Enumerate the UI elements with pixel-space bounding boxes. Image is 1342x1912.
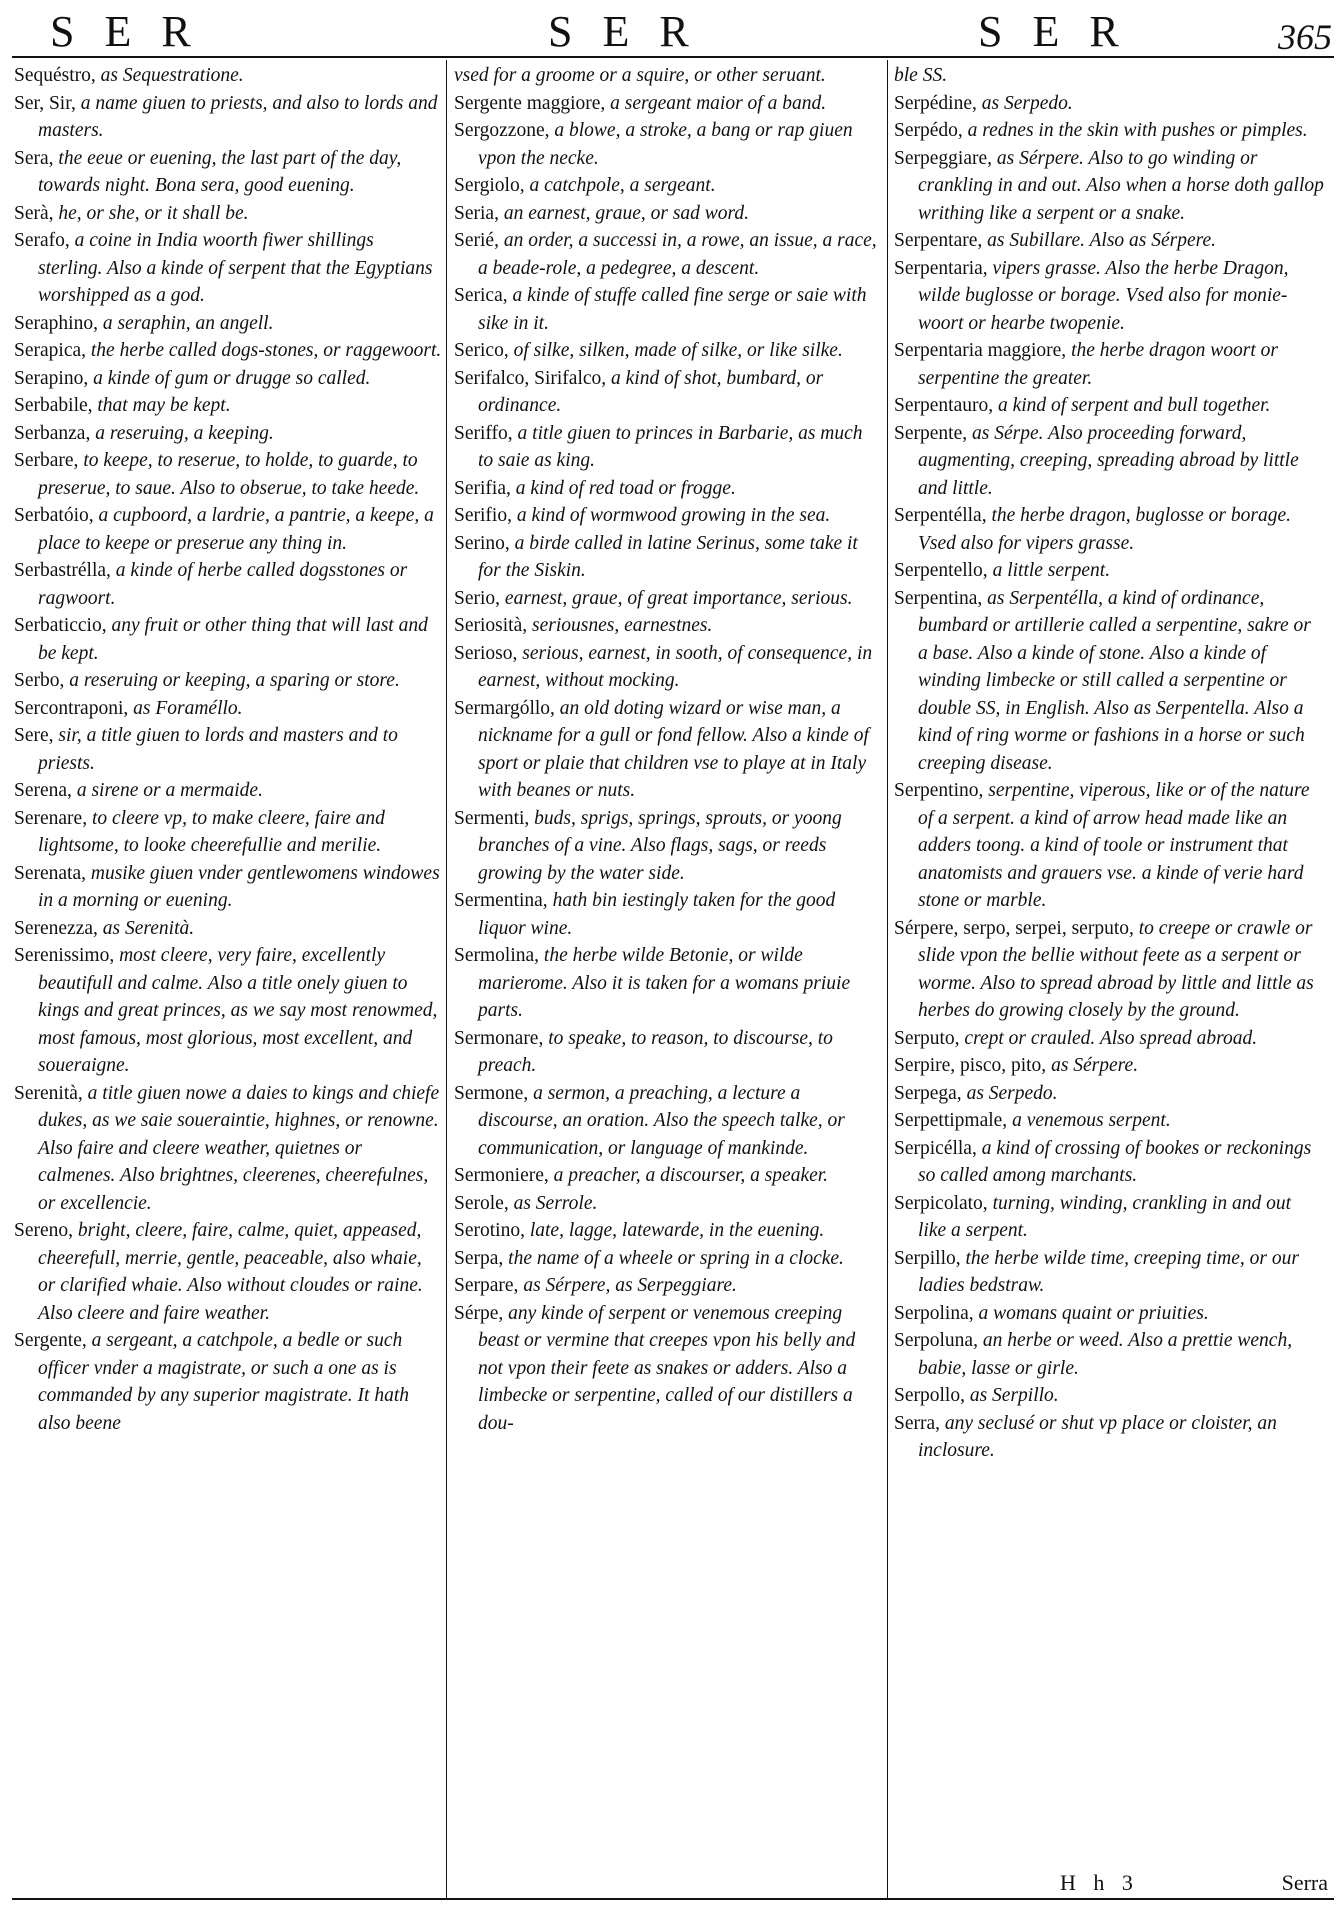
entry-headword: Serpettipmale, xyxy=(894,1110,1008,1131)
entry-headword: Serpollo, xyxy=(894,1385,965,1406)
dictionary-entry xyxy=(454,530,882,585)
dictionary-entry xyxy=(894,1135,1324,1190)
dictionary-entry xyxy=(454,365,882,420)
entry-definition: a venemous serpent. xyxy=(1007,1110,1171,1131)
dictionary-entry xyxy=(454,227,882,282)
dictionary-entry xyxy=(14,667,442,695)
entry-definition: a sermon, a preaching, a lecture a discourse, an oration. Also the speech talke, or communication, or language of mankinde. xyxy=(478,1082,845,1159)
entry-headword: Serena, xyxy=(14,780,72,801)
entry-headword: Serapica, xyxy=(14,340,87,361)
entry-headword: Serenata, xyxy=(14,862,87,884)
entry-headword: Sermoniere, xyxy=(454,1165,549,1186)
header-word-left: SER xyxy=(50,7,221,56)
entry-headword: Serole, xyxy=(454,1192,509,1214)
entry-headword: Serpire, pisco, pito, xyxy=(894,1055,1047,1076)
entry-definition: a kind of wormwood growing in the sea. xyxy=(511,505,831,526)
entry-headword: Sermentina, xyxy=(454,890,548,911)
entry-headword: Serbastrélla, xyxy=(14,560,111,581)
entry-headword: Serpolina, xyxy=(894,1302,974,1324)
entry-headword: Serpente, xyxy=(894,422,968,444)
footer-rule xyxy=(12,1898,1334,1900)
entry-definition: vsed for a groome or a squire, or other seruant. xyxy=(454,65,826,86)
dictionary-entry xyxy=(14,227,442,310)
entry-headword: Serra, xyxy=(894,1412,941,1434)
dictionary-entry xyxy=(14,805,442,860)
entry-headword: Seraphino, xyxy=(14,312,98,334)
entry-headword: Serbanza, xyxy=(14,422,91,444)
entry-headword: Sermonare, xyxy=(454,1027,544,1049)
entry-headword: Sermolina, xyxy=(454,945,540,966)
entry-definition: a title giuen nowe a daies to kings and chiefe dukes, as we saie soueraintie, highnes, or renowne. Also faire and cleere weather, quietnes or calmenes. Also brightnes, cleerenes, cheerefulnes, or excellencie. xyxy=(38,1082,440,1214)
entry-definition: a reseruing or keeping, a sparing or store. xyxy=(64,670,400,691)
dictionary-entry xyxy=(454,695,882,805)
entry-definition: as Sérpere. xyxy=(1046,1055,1139,1076)
dictionary-entry xyxy=(454,585,882,613)
entry-headword: Serbare, xyxy=(14,450,79,471)
dictionary-entry xyxy=(454,1080,882,1163)
dictionary-entry xyxy=(14,942,442,1080)
entry-headword: Serpentauro, xyxy=(894,395,994,416)
dictionary-entry xyxy=(14,1327,442,1437)
dictionary-entry xyxy=(14,502,442,557)
entry-headword: Serifia, xyxy=(454,477,511,499)
dictionary-entry xyxy=(894,62,1324,90)
dictionary-entry xyxy=(894,1025,1324,1053)
dictionary-entry xyxy=(14,420,442,448)
entry-definition: earnest, graue, of great importance, serious. xyxy=(500,587,853,609)
dictionary-entry xyxy=(454,1217,882,1245)
entry-headword: Serino, xyxy=(454,532,510,554)
dictionary-entry xyxy=(454,62,882,90)
dictionary-entry xyxy=(14,915,442,943)
entry-definition: a kinde of gum or drugge so called. xyxy=(88,367,371,389)
entry-headword: Sermone, xyxy=(454,1082,529,1104)
dictionary-entry xyxy=(894,1410,1324,1465)
entry-definition: a kind of crossing of bookes or reckonings so called among marchants. xyxy=(918,1137,1312,1186)
dictionary-entry xyxy=(894,915,1324,1025)
page-number: 365 xyxy=(1278,17,1332,57)
entry-definition: sir, a title giuen to lords and masters and to priests. xyxy=(38,725,398,774)
entry-headword: Serpa, xyxy=(454,1247,504,1269)
dictionary-entry xyxy=(894,1052,1324,1080)
dictionary-entry xyxy=(14,722,442,777)
entry-headword: Serbaticcio, xyxy=(14,615,107,636)
dictionary-entry xyxy=(894,1080,1324,1108)
entry-definition: the herbe wilde Betonie, or wilde marierome. Also it is taken for a womans priuie parts. xyxy=(478,945,851,1021)
entry-definition: to cleere vp, to make cleere, faire and lightsome, to looke cheerefullie and merilie. xyxy=(38,807,385,856)
running-header xyxy=(0,6,1342,57)
entry-definition: an earnest, graue, or sad word. xyxy=(498,202,750,224)
dictionary-entry xyxy=(894,392,1324,420)
dictionary-entry xyxy=(14,145,442,200)
entry-headword: Serpentaria, xyxy=(894,257,988,279)
entry-definition: an old doting wizard or wise man, a nickname for a gull or fond fellow. Also a kinde of sport or plaie that children vse to playe at in Italy with beanes or nuts. xyxy=(478,697,869,801)
dictionary-entry xyxy=(894,502,1324,557)
entry-definition: crept or crauled. Also spread abroad. xyxy=(959,1027,1258,1049)
dictionary-entry xyxy=(894,1327,1324,1382)
dictionary-entry xyxy=(894,777,1324,915)
dictionary-entry xyxy=(454,90,882,118)
entry-headword: Serpoluna, xyxy=(894,1330,978,1351)
entry-definition: a title giuen to princes in Barbarie, as much to saie as king. xyxy=(478,422,863,471)
entry-definition: a name giuen to priests, and also to lords and masters. xyxy=(38,92,438,141)
dictionary-entry xyxy=(14,695,442,723)
entry-headword: Serpicolato, xyxy=(894,1192,988,1214)
dictionary-entry xyxy=(14,200,442,228)
entry-headword: Serotino, xyxy=(454,1220,525,1241)
dictionary-entry xyxy=(454,612,882,640)
dictionary-entry xyxy=(454,475,882,503)
entry-definition: serious, earnest, in sooth, of consequence, in earnest, without mocking. xyxy=(478,642,873,691)
entry-definition: the herbe dragon woort or serpentine the greater. xyxy=(918,340,1278,389)
entry-definition: serpentine, viperous, like or of the nature of a serpent. a kind of arrow head made like an adders toong. a kind of toole or instrument that anatomists and grauers vse. a kinde of verie hard stone or marble. xyxy=(918,780,1310,911)
entry-definition: a seraphin, an angell. xyxy=(97,312,274,334)
entry-headword: Ser, Sir, xyxy=(14,92,76,114)
entry-definition: as Serpedo. xyxy=(976,92,1073,114)
dictionary-entry xyxy=(894,117,1324,145)
entry-headword: Sere, xyxy=(14,725,54,746)
dictionary-entry xyxy=(894,90,1324,118)
entry-headword: Sequéstro, xyxy=(14,65,96,86)
entry-headword: Serenezza, xyxy=(14,917,98,939)
entry-definition: a preacher, a discourser, a speaker. xyxy=(548,1165,829,1186)
entry-headword: Serenità, xyxy=(14,1082,83,1104)
entry-definition: as Sérpe. Also proceeding forward, augmenting, creeping, spreading abroad by little and little. xyxy=(918,422,1299,499)
entry-definition: buds, sprigs, springs, sprouts, or yoong branches of a vine. Also flags, sags, or reeds growing by the water side. xyxy=(478,807,842,884)
entry-definition: as Foraméllo. xyxy=(128,697,243,719)
column-3 xyxy=(894,62,1324,1862)
entry-definition: as Sérpere. Also to go winding or crankling in and out. Also when a horse doth gallop writhing like a serpent or a snake. xyxy=(918,147,1324,224)
entry-headword: Sergozzone, xyxy=(454,120,550,141)
entry-definition: a coine in India woorth fiwer shillings sterling. Also a kinde of serpent that the Egyptians worshipped as a god. xyxy=(38,230,433,306)
entry-headword: Serbatóio, xyxy=(14,505,94,526)
entry-definition: the herbe wilde time, creeping time, or our ladies bedstraw. xyxy=(918,1247,1299,1296)
dictionary-entry xyxy=(454,1190,882,1218)
entry-headword: Serenare, xyxy=(14,807,88,829)
entry-headword: Sermargóllo, xyxy=(454,697,555,719)
dictionary-entry xyxy=(894,557,1324,585)
dictionary-entry xyxy=(14,62,442,90)
dictionary-entry xyxy=(894,337,1324,392)
entry-definition: any seclusé or shut vp place or cloister, an inclosure. xyxy=(918,1412,1277,1461)
dictionary-entry xyxy=(454,1300,882,1438)
entry-definition: a reseruing, a keeping. xyxy=(90,422,274,444)
entry-headword: Seriffo, xyxy=(454,422,513,444)
dictionary-entry xyxy=(894,1382,1324,1410)
dictionary-entry xyxy=(454,942,882,1025)
entry-definition: to creepe or crawle or slide vpon the bellie without feete as a serpent or worme. Also to spread abroad by little and little as herbes do growing closely by the ground. xyxy=(918,917,1314,1021)
dictionary-entry xyxy=(894,255,1324,338)
entry-headword: Serputo, xyxy=(894,1027,960,1049)
dictionary-entry xyxy=(454,1245,882,1273)
dictionary-entry xyxy=(454,887,882,942)
entry-headword: Serafo, xyxy=(14,230,70,251)
entry-definition: a kinde of herbe called dogsstones or ragwoort. xyxy=(38,560,408,609)
entry-definition: to keepe, to reserue, to holde, to guarde, to preserue, to saue. Also to obserue, to take heede. xyxy=(38,450,420,499)
entry-definition: a sergeant, a catchpole, a bedle or such officer vnder a magistrate, or such a one as is commanded by any superior magistrate. It hath also beene xyxy=(38,1330,409,1434)
dictionary-entry xyxy=(454,172,882,200)
entry-headword: Serico, xyxy=(454,340,509,361)
entry-definition: musike giuen vnder gentlewomens windowes in a morning or euening. xyxy=(38,862,440,911)
entry-definition: ble SS. xyxy=(894,65,948,86)
column-1 xyxy=(14,62,442,1862)
entry-headword: Serifio, xyxy=(454,505,512,526)
entry-definition: a sergeant maior of a band. xyxy=(605,92,827,114)
entry-definition: an order, a successi in, a rowe, an issue, a race, a beade-role, a pedegree, a descent. xyxy=(478,230,877,279)
entry-definition: a kind of serpent and bull together. xyxy=(993,395,1271,416)
entry-definition: as Sérpere, as Serpeggiare. xyxy=(518,1275,737,1296)
entry-headword: Serpeggiare, xyxy=(894,147,992,169)
dictionary-entry xyxy=(454,282,882,337)
entry-definition: a kind of shot, bumbard, or ordinance. xyxy=(478,367,824,416)
entry-headword: Serà, xyxy=(14,202,54,224)
dictionary-entry xyxy=(454,1272,882,1300)
entry-headword: Serifalco, Sirifalco, xyxy=(454,367,607,389)
dictionary-entry xyxy=(14,447,442,502)
signature-mark: H h 3 xyxy=(1060,1870,1139,1895)
entry-headword: Seriosità, xyxy=(454,615,528,636)
dictionary-entry xyxy=(894,585,1324,778)
dictionary-entry xyxy=(14,310,442,338)
entry-definition: a catchpole, a sergeant. xyxy=(524,175,716,196)
entry-headword: Serpicélla, xyxy=(894,1137,977,1159)
column-divider-1 xyxy=(446,60,447,1900)
dictionary-entry xyxy=(454,337,882,365)
entry-headword: Seria, xyxy=(454,202,499,224)
dictionary-entry xyxy=(14,860,442,915)
entry-definition: turning, winding, crankling in and out like a serpent. xyxy=(918,1192,1292,1241)
page-footer xyxy=(0,1870,1342,1900)
entry-definition: to speake, to reason, to discourse, to preach. xyxy=(478,1027,833,1076)
dictionary-entry xyxy=(14,557,442,612)
entry-definition: a blowe, a stroke, a bang or rap giuen vpon the necke. xyxy=(478,120,853,169)
entry-headword: Sérpere, serpo, serpei, serputo, xyxy=(894,917,1134,939)
entry-definition: as Serenità. xyxy=(97,917,195,939)
dictionary-entry xyxy=(454,420,882,475)
entry-definition: as Sequestratione. xyxy=(95,65,244,86)
dictionary-entry xyxy=(14,1217,442,1327)
dictionary-entry xyxy=(454,200,882,228)
entry-definition: a birde called in latine Serinus, some take it for the Siskin. xyxy=(478,532,858,581)
dictionary-entry xyxy=(14,365,442,393)
entry-headword: Serié, xyxy=(454,230,499,251)
entry-definition: an herbe or weed. Also a prettie wench, babie, lasse or girle. xyxy=(918,1330,1293,1379)
dictionary-entry xyxy=(14,777,442,805)
entry-definition: vipers grasse. Also the herbe Dragon, wilde buglosse or borage. Vsed also for monie-woort or hearbe twopenie. xyxy=(918,257,1289,334)
entry-definition: a cupboord, a lardrie, a pantrie, a keepe, a place to keepe or preserue any thing in. xyxy=(38,505,434,554)
entry-definition: seriousnes, earnestnes. xyxy=(527,615,713,636)
entry-definition: he, or she, or it shall be. xyxy=(53,202,249,224)
catchword: Serra xyxy=(1281,1870,1328,1895)
entry-headword: Serpentaria maggiore, xyxy=(894,340,1067,361)
entry-headword: Sereno, xyxy=(14,1220,74,1241)
dictionary-entry xyxy=(454,805,882,888)
header-word-center: SER xyxy=(548,7,719,56)
entry-headword: Serpentina, xyxy=(894,587,983,609)
entry-headword: Serioso, xyxy=(454,642,518,664)
entry-definition: a womans quaint or priuities. xyxy=(973,1302,1209,1324)
entry-definition: a sirene or a mermaide. xyxy=(71,780,263,801)
dictionary-entry xyxy=(894,145,1324,228)
entry-definition: hath bin iestingly taken for the good liquor wine. xyxy=(478,890,836,939)
entry-definition: as Serpentélla, a kind of ordinance, bumbard or artillerie called a serpentine, sakre or a base. Also a kinde of stone. Also a kinde of winding limbecke or still called a serpentine or double SS, in English. Also as Serpentella. Also a kind of ring worme or fashions in a horse or such creeping disease. xyxy=(918,587,1311,774)
entry-headword: Serenissimo, xyxy=(14,945,115,966)
entry-headword: Sergente maggiore, xyxy=(454,92,606,114)
dictionary-entry xyxy=(14,90,442,145)
header-word-right: SER xyxy=(978,7,1149,56)
entry-definition: as Subillare. Also as Sérpere. xyxy=(982,230,1217,251)
dictionary-entry xyxy=(14,392,442,420)
dictionary-entry xyxy=(894,420,1324,503)
entry-definition: the herbe called dogs-stones, or raggewoort. xyxy=(86,340,442,361)
entry-definition: as Serpedo. xyxy=(961,1082,1058,1104)
entry-definition: the herbe dragon, buglosse or borage. Vsed also for vipers grasse. xyxy=(918,505,1291,554)
entry-headword: Serbo, xyxy=(14,670,65,691)
entry-definition: the name of a wheele or spring in a clocke. xyxy=(503,1247,844,1269)
entry-headword: Serica, xyxy=(454,285,508,306)
entry-headword: Sera, xyxy=(14,147,54,169)
entry-headword: Serpare, xyxy=(454,1275,519,1296)
entry-headword: Sercontraponi, xyxy=(14,697,129,719)
column-2 xyxy=(454,62,882,1862)
dictionary-entry xyxy=(894,1107,1324,1135)
entry-definition: a rednes in the skin with pushes or pimples. xyxy=(962,120,1308,141)
dictionary-entry xyxy=(894,1245,1324,1300)
entry-headword: Sergiolo, xyxy=(454,175,525,196)
entry-headword: Sergente, xyxy=(14,1330,87,1351)
entry-headword: Serpentino, xyxy=(894,780,984,801)
entry-headword: Serpega, xyxy=(894,1082,962,1104)
dictionary-entry xyxy=(894,227,1324,255)
entry-headword: Serpentello, xyxy=(894,560,988,581)
entry-definition: of silke, silken, made of silke, or like silke. xyxy=(508,340,843,361)
entry-headword: Serbabile, xyxy=(14,395,93,416)
entry-definition: a little serpent. xyxy=(987,560,1111,581)
entry-definition: late, lagge, latewarde, in the euening. xyxy=(524,1220,825,1241)
dictionary-entry xyxy=(14,1080,442,1218)
dictionary-entry xyxy=(454,1162,882,1190)
entry-headword: Sermenti, xyxy=(454,807,530,829)
entry-headword: Sérpe, xyxy=(454,1302,504,1324)
entry-headword: Serpédine, xyxy=(894,92,977,114)
dictionary-entry xyxy=(894,1300,1324,1328)
entry-definition: as Serpillo. xyxy=(964,1385,1059,1406)
header-rule xyxy=(12,56,1334,58)
entry-headword: Serapino, xyxy=(14,367,89,389)
entry-definition: most cleere, very faire, excellently beautifull and calme. Also a title onely giuen to kings and great princes, as we say most renowmed, most famous, most glorious, most excellent, and soueraigne. xyxy=(38,945,438,1076)
entry-headword: Serpédo, xyxy=(894,120,963,141)
dictionary-entry xyxy=(14,337,442,365)
dictionary-entry xyxy=(454,117,882,172)
entry-definition: a kinde of stuffe called fine serge or saie with sike in it. xyxy=(478,285,867,334)
dictionary-entry xyxy=(454,1025,882,1080)
column-divider-2 xyxy=(887,60,888,1900)
dictionary-entry xyxy=(454,502,882,530)
entry-headword: Serpillo, xyxy=(894,1247,961,1269)
entry-headword: Serpentare, xyxy=(894,230,983,251)
entry-definition: bright, cleere, faire, calme, quiet, appeased, cheerefull, merrie, gentle, peaceable, also whaie, or clarified whaie. Also without cloudes or raine. Also cleere and faire weather. xyxy=(38,1220,423,1324)
entry-headword: Serpentélla, xyxy=(894,505,987,526)
entry-definition: any fruit or other thing that will last and be kept. xyxy=(38,615,428,664)
entry-definition: as Serrole. xyxy=(508,1192,598,1214)
entry-definition: that may be kept. xyxy=(92,395,231,416)
dictionary-entry xyxy=(894,1190,1324,1245)
entry-definition: the eeue or euening, the last part of the day, towards night. Bona sera, good euening. xyxy=(38,147,402,196)
entry-definition: a kind of red toad or frogge. xyxy=(510,477,736,499)
entry-definition: any kinde of serpent or venemous creeping beast or vermine that creepes vpon his belly and not vpon their feete as snakes or adders. Also a limbecke or serpentine, called of our distillers a dou- xyxy=(478,1302,856,1434)
dictionary-entry xyxy=(454,640,882,695)
entry-headword: Serio, xyxy=(454,587,501,609)
dictionary-entry xyxy=(14,612,442,667)
